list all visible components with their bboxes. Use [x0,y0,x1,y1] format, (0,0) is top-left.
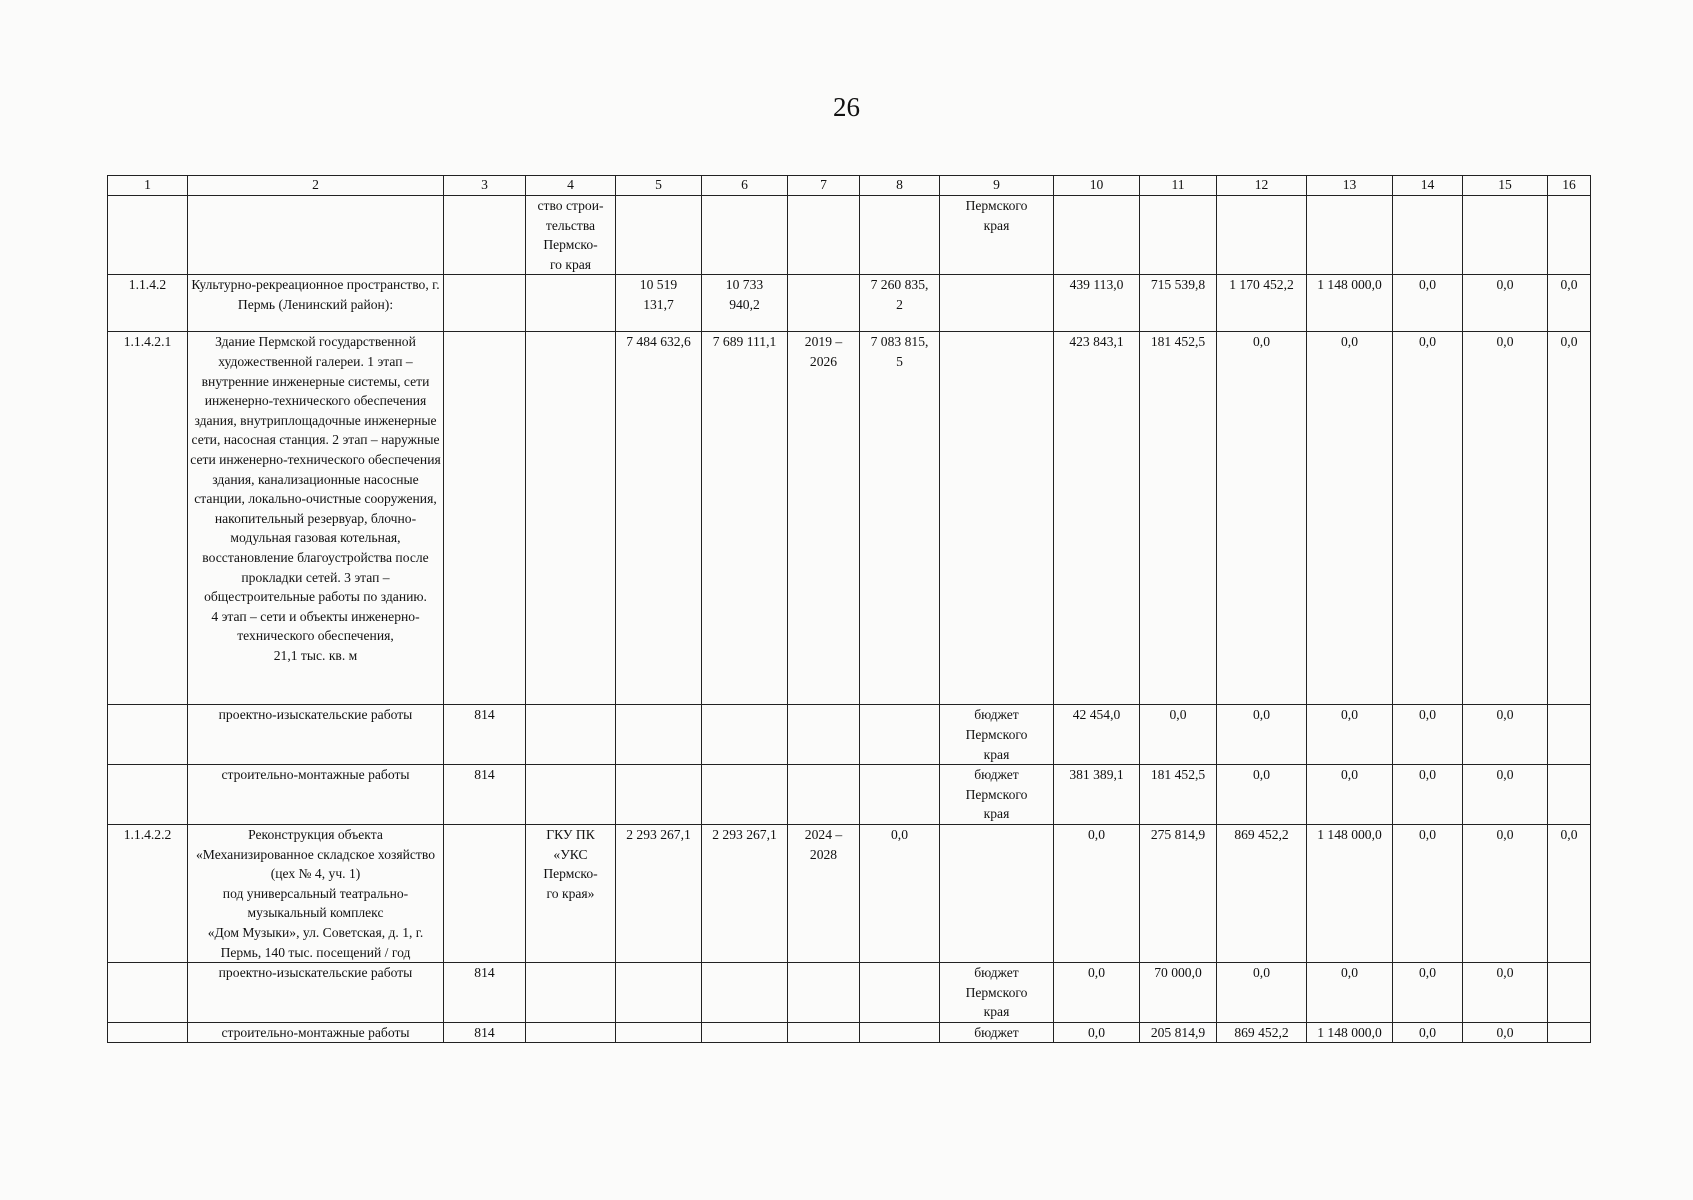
table-cell-col-8: 7 083 815, 5 [860,332,940,705]
table-cell-col-7: 2024 – 2028 [788,824,860,962]
table-cell-col-14: 0,0 [1393,332,1463,705]
table-cell-col-2 [188,196,444,275]
table-cell-col-14: 0,0 [1393,963,1463,1023]
table-cell-col-7 [788,963,860,1023]
table-cell-col-5: 7 484 632,6 [616,332,702,705]
table-cell-col-8: 7 260 835, 2 [860,275,940,332]
table-cell-col-1: 1.1.4.2 [108,275,188,332]
table-row [108,332,1591,705]
table-cell-col-7 [788,705,860,765]
table-cell-col-13: 0,0 [1307,963,1393,1023]
table-cell-col-5 [616,765,702,825]
table-cell-col-2: строительно-монтажные работы [188,765,444,825]
table-cell-col-12: 0,0 [1217,963,1307,1023]
table-cell-col-9 [940,275,1054,332]
table-cell-col-2: проектно-изыскательские работы [188,963,444,1023]
table-cell-col-13: 1 148 000,0 [1307,1022,1393,1043]
column-number: 16 [1548,176,1591,196]
column-number: 12 [1217,176,1307,196]
table-cell-col-5 [616,196,702,275]
table-cell-col-1 [108,765,188,825]
table-cell-col-4 [526,332,616,705]
table-cell-col-8 [860,765,940,825]
table-cell-col-12: 1 170 452,2 [1217,275,1307,332]
table-cell-col-1 [108,196,188,275]
column-number: 14 [1393,176,1463,196]
table-cell-col-3: 814 [444,963,526,1023]
table-cell-col-3: 814 [444,1022,526,1043]
table-cell-col-3 [444,275,526,332]
table-cell-col-2: Культурно-рекреационное пространство, г. Пермь (Ленинский район): [188,275,444,332]
table-cell-col-7 [788,275,860,332]
table-cell-col-13: 0,0 [1307,332,1393,705]
column-number: 5 [616,176,702,196]
table-cell-col-11: 70 000,0 [1140,963,1217,1023]
table-cell-col-16 [1548,765,1591,825]
column-numbers-row [108,176,1591,196]
table-cell-col-12: 869 452,2 [1217,1022,1307,1043]
table-cell-col-15: 0,0 [1463,963,1548,1023]
table-cell-col-16: 0,0 [1548,824,1591,962]
table-cell-col-5 [616,1022,702,1043]
table-cell-col-9: Пермского края [940,196,1054,275]
table-cell-col-1: 1.1.4.2.2 [108,824,188,962]
table-cell-col-13: 1 148 000,0 [1307,824,1393,962]
table-cell-col-13: 1 148 000,0 [1307,275,1393,332]
table-cell-col-2: строительно-монтажные работы [188,1022,444,1043]
table-cell-col-6: 10 733 940,2 [702,275,788,332]
table-cell-col-14: 0,0 [1393,705,1463,765]
table-cell-col-6 [702,196,788,275]
budget-table [107,175,1591,1043]
table-cell-col-10: 42 454,0 [1054,705,1140,765]
column-number: 10 [1054,176,1140,196]
table-row [108,765,1591,825]
table-cell-col-12: 0,0 [1217,705,1307,765]
table-cell-col-10: 423 843,1 [1054,332,1140,705]
table-cell-col-3: 814 [444,705,526,765]
table-cell-col-6 [702,705,788,765]
table-cell-col-11: 275 814,9 [1140,824,1217,962]
table-cell-col-4 [526,765,616,825]
column-number: 3 [444,176,526,196]
table-cell-col-11: 0,0 [1140,705,1217,765]
table-cell-col-15: 0,0 [1463,1022,1548,1043]
column-number: 1 [108,176,188,196]
table-cell-col-2: Здание Пермской государственной художественной галереи. 1 этап – внутренние инженерные системы, сети инженерно-технического обеспечения здания, внутриплощадочные инженерные сети, насосная станция. 2 этап – наружные сети инженерно-технического обеспечения здания, канализационные насосные станции, локально-очистные сооружения, накопительный резервуар, блочно-модульная газовая котельная, восстановление благоустройства после прокладки сетей. 3 этап – общестроительные работы по зданию. 4 этап – сети и объекты инженерно-технического обеспечения, 21,1 тыс. кв. м [188,332,444,705]
table-cell-col-12 [1217,196,1307,275]
table-cell-col-15 [1463,196,1548,275]
table-cell-col-9: бюджет Пермского края [940,963,1054,1023]
table-cell-col-4 [526,705,616,765]
table-cell-col-7: 2019 – 2026 [788,332,860,705]
table-cell-col-7 [788,765,860,825]
table-cell-col-7 [788,1022,860,1043]
column-number: 9 [940,176,1054,196]
table-cell-col-16 [1548,963,1591,1023]
table-cell-col-3 [444,196,526,275]
table-cell-col-10: 439 113,0 [1054,275,1140,332]
table-cell-col-15: 0,0 [1463,332,1548,705]
table-cell-col-4: ство строи- тельства Пермско- го края [526,196,616,275]
table-cell-col-6 [702,963,788,1023]
table-cell-col-15: 0,0 [1463,824,1548,962]
column-number: 7 [788,176,860,196]
table-row [108,963,1591,1023]
table-row [108,196,1591,275]
table-cell-col-6: 7 689 111,1 [702,332,788,705]
table-cell-col-9 [940,824,1054,962]
table-cell-col-5: 2 293 267,1 [616,824,702,962]
table-cell-col-10: 0,0 [1054,963,1140,1023]
table-cell-col-6: 2 293 267,1 [702,824,788,962]
table-cell-col-4 [526,963,616,1023]
table-cell-col-4 [526,1022,616,1043]
table-cell-col-9: бюджет Пермского края [940,705,1054,765]
table-cell-col-14: 0,0 [1393,765,1463,825]
table-cell-col-14 [1393,196,1463,275]
table-cell-col-3 [444,332,526,705]
table-cell-col-11: 181 452,5 [1140,765,1217,825]
table-cell-col-10: 381 389,1 [1054,765,1140,825]
table-cell-col-12: 0,0 [1217,765,1307,825]
table-cell-col-1 [108,1022,188,1043]
table-cell-col-16: 0,0 [1548,275,1591,332]
column-number: 4 [526,176,616,196]
table-cell-col-4 [526,275,616,332]
table-cell-col-14: 0,0 [1393,824,1463,962]
column-number: 15 [1463,176,1548,196]
table-row [108,705,1591,765]
table-cell-col-16 [1548,705,1591,765]
table-row [108,1022,1591,1043]
table-cell-col-4: ГКУ ПК «УКС Пермско- го края» [526,824,616,962]
table-cell-col-1 [108,963,188,1023]
table-cell-col-16: 0,0 [1548,332,1591,705]
table-cell-col-9 [940,332,1054,705]
table-cell-col-8 [860,705,940,765]
page-number: 26 [833,92,860,122]
table-cell-col-5: 10 519 131,7 [616,275,702,332]
table-cell-col-13: 0,0 [1307,765,1393,825]
table-cell-col-11: 715 539,8 [1140,275,1217,332]
table-row [108,275,1591,332]
table-cell-col-9: бюджет [940,1022,1054,1043]
table-cell-col-14: 0,0 [1393,275,1463,332]
table-cell-col-15: 0,0 [1463,765,1548,825]
table-cell-col-3 [444,824,526,962]
table-cell-col-6 [702,765,788,825]
table-row [108,824,1591,962]
table-cell-col-10: 0,0 [1054,824,1140,962]
column-number: 8 [860,176,940,196]
table-cell-col-13 [1307,196,1393,275]
table-cell-col-7 [788,196,860,275]
table-cell-col-15: 0,0 [1463,275,1548,332]
table-cell-col-10 [1054,196,1140,275]
table-cell-col-8: 0,0 [860,824,940,962]
column-number: 11 [1140,176,1217,196]
table-cell-col-13: 0,0 [1307,705,1393,765]
table-cell-col-11: 205 814,9 [1140,1022,1217,1043]
table-cell-col-16 [1548,1022,1591,1043]
table-cell-col-14: 0,0 [1393,1022,1463,1043]
table-cell-col-5 [616,705,702,765]
table-cell-col-2: Реконструкция объекта «Механизированное складское хозяйство (цех № 4, уч. 1) под универсальный театрально-музыкальный комплекс «Дом Музыки», ул. Советская, д. 1, г. Пермь, 140 тыс. посещений / год [188,824,444,962]
table-cell-col-5 [616,963,702,1023]
table-cell-col-3: 814 [444,765,526,825]
table-cell-col-8 [860,963,940,1023]
table-cell-col-1: 1.1.4.2.1 [108,332,188,705]
table-cell-col-8 [860,1022,940,1043]
column-number: 6 [702,176,788,196]
table-cell-col-10: 0,0 [1054,1022,1140,1043]
column-number: 2 [188,176,444,196]
table-cell-col-11 [1140,196,1217,275]
table-cell-col-6 [702,1022,788,1043]
table-cell-col-11: 181 452,5 [1140,332,1217,705]
table-cell-col-9: бюджет Пермского края [940,765,1054,825]
table-cell-col-15: 0,0 [1463,705,1548,765]
table-cell-col-1 [108,705,188,765]
table-cell-col-2: проектно-изыскательские работы [188,705,444,765]
table-cell-col-8 [860,196,940,275]
table-cell-col-12: 869 452,2 [1217,824,1307,962]
table-cell-col-12: 0,0 [1217,332,1307,705]
column-number: 13 [1307,176,1393,196]
table-cell-col-16 [1548,196,1591,275]
